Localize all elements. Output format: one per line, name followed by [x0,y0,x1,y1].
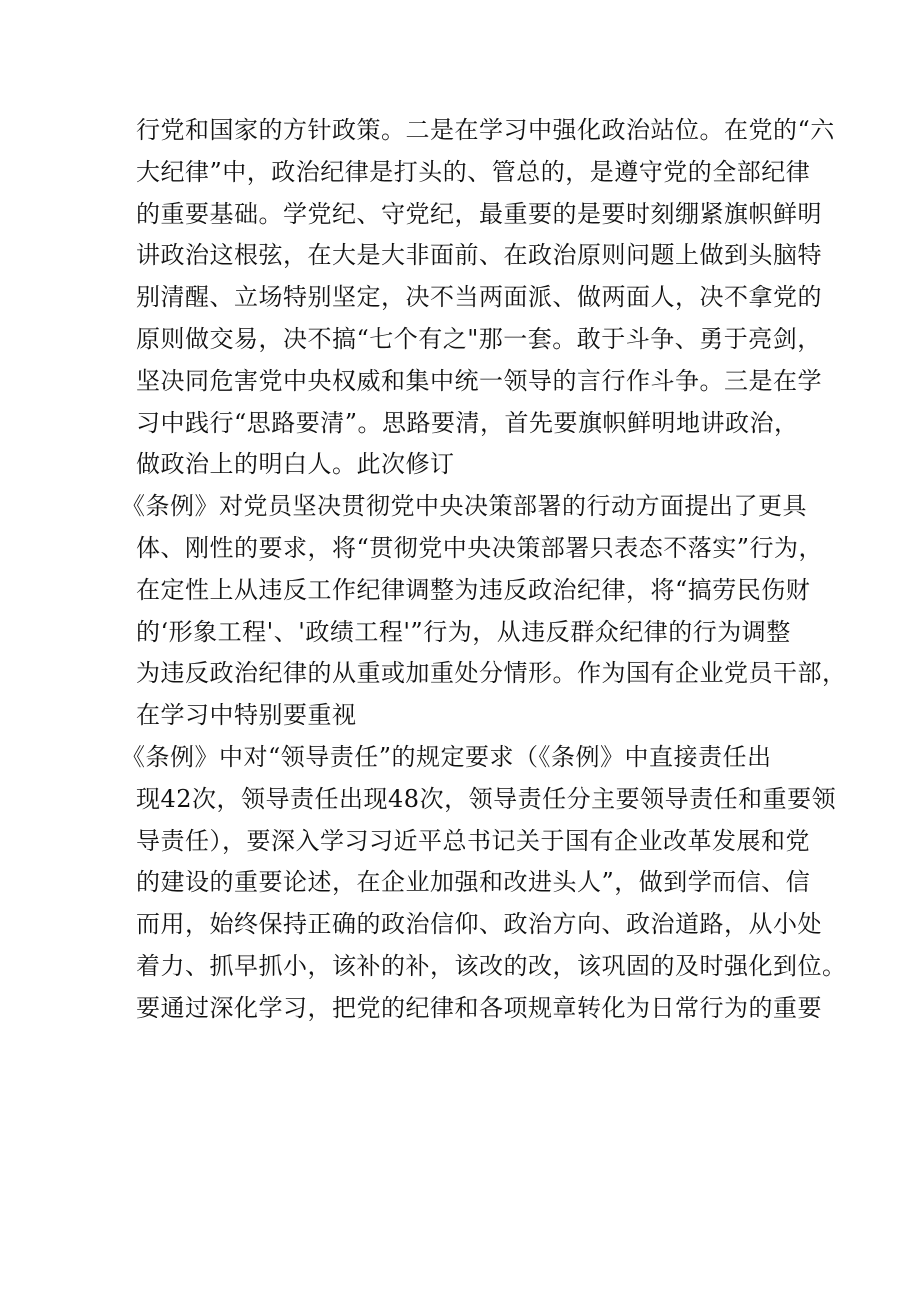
text-line-19: 的建设的重要论述，在企业加强和改进头人”，做到学而信、信 [136,868,811,897]
text-line-15: 在学习中特别要重视 [136,701,357,730]
text-line-18: 导责任），要深入学习习近平总书记关于国有企业改革发展和党 [136,826,810,855]
text-line-4: 讲政治这根弦，在大是大非面前、在政治原则问题上做到头脑特 [136,241,822,270]
text-line-3: 的重要基础。学党纪、守党纪，最重要的是要时刻绷紧旗帜鲜明 [136,199,822,228]
text-line-13: 的‘形象工程'、'政绩工程'”行为，从违反群众纪律的行为调整 [136,617,791,646]
text-line-10: 《条例》对党员坚决贯彻党中央决策部署的行动方面提出了更具 [121,492,807,521]
text-line-16: 《条例》中对“领导责任”的规定要求（《条例》中直接责任出 [121,742,772,771]
text-line-12: 在定性上从违反工作纪律调整为违反政治纪律，将“搞劳民伤财 [136,575,811,604]
text-line-1: 行党和国家的方针政策。二是在学习中强化政治站位。在党的“六 [136,116,835,144]
text-line-7: 坚决同危害党中央权威和集中统一领导的言行作斗争。三是在学 [136,366,822,395]
text-line-21: 着力、抓早抓小，该补的补，该改的改，该巩固的及时强化到位。 [136,951,847,980]
text-line-17: 现42次，领导责任出现48次，领导责任分主要领导责任和重要领 [136,784,837,813]
text-line-6: 原则做交易，决不搞“七个有之"那一套。敢于斗争、勇于亮剑， [136,324,822,353]
body-text [121,110,847,1030]
text-line-14: 为违反政治纪律的从重或加重处分情形。作为国有企业党员干部， [136,659,847,688]
text-line-2: 大纪律”中，政治纪律是打头的、管总的，是遵守党的全部纪律 [136,157,811,186]
text-line-5: 别清醒、立场特别坚定，决不当两面派、做两面人，决不拿党的 [136,283,822,312]
text-line-8: 习中践行“思路要清”。思路要清，首先要旗帜鲜明地讲政治， [136,408,799,437]
text-line-22: 要通过深化学习，把党的纪律和各项规章转化为日常行为的重要 [136,993,822,1022]
text-line-11: 体、刚性的要求，将“贯彻党中央决策部署只表态不落实”行为， [136,533,824,562]
text-line-20: 而用，始终保持正确的政治信仰、政治方向、政治道路，从小处 [136,910,822,939]
text-line-9: 做政治上的明白人。此次修订 [136,450,455,479]
